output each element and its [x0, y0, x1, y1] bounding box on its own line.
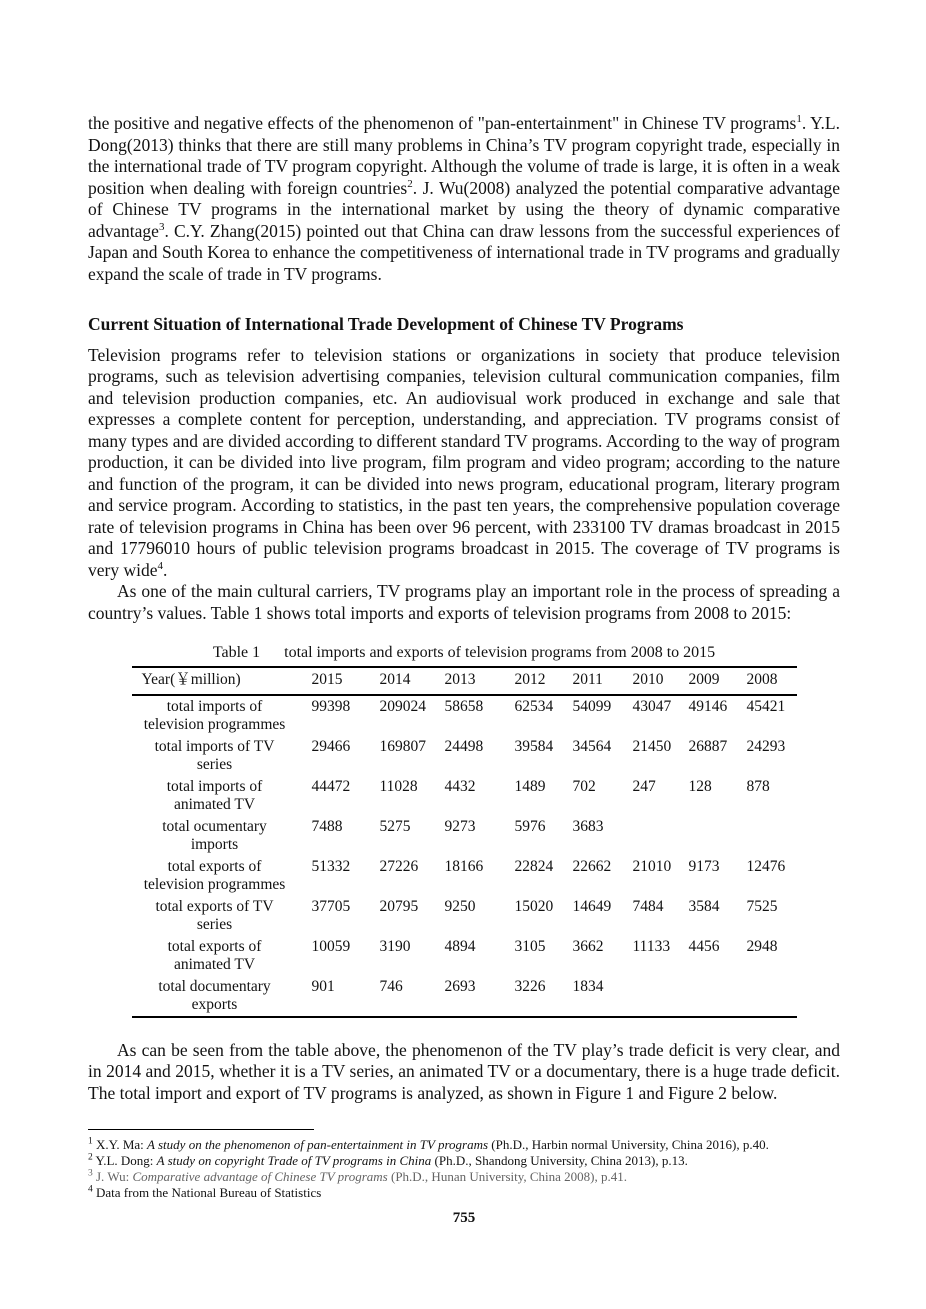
table-cell: 9273 [444, 817, 476, 835]
table-row-label: total imports of animated TV [166, 777, 263, 813]
table-row [132, 816, 797, 856]
table-cell: 1489 [514, 777, 546, 795]
table-cell: 5976 [514, 817, 546, 835]
table-cell: 2693 [444, 977, 476, 995]
table-header-year: 2012 [515, 667, 573, 695]
table-cell: 7525 [746, 897, 778, 915]
table-row-label: total exports of animated TV [167, 937, 262, 973]
footnote-marker: 4 [88, 1184, 93, 1195]
table-cell: 128 [688, 777, 712, 795]
table-cell: 209024 [379, 697, 426, 715]
table-cell: 49146 [688, 697, 728, 715]
italic-text: Comparative advantage of Chinese TV programs [132, 1169, 388, 1184]
table-row-label: total exports of TV series [155, 897, 274, 933]
table-row [132, 776, 797, 816]
table-cell: 12476 [746, 857, 786, 875]
table-cell: 15020 [514, 897, 554, 915]
italic-text: A study on copyright Trade of TV programs in China [156, 1153, 432, 1168]
table-cell: 169807 [379, 737, 426, 755]
footnote-marker: 3 [158, 220, 165, 233]
footnote: $^1$ X.Y. Ma: A study on the phenomenon of pan-entertainment in TV programs (Ph.D., Harbin normal University, China 2016), p.40. [88, 1136, 769, 1152]
table-1-container [132, 642, 797, 1018]
table-cell: 1834 [572, 977, 604, 995]
footnote-separator-rule [88, 1129, 314, 1130]
table-cell: 2948 [746, 937, 778, 955]
footnote-marker: 1 [796, 113, 802, 126]
table-cell [633, 816, 689, 856]
table-cell: 7488 [311, 817, 343, 835]
table-cell: 3226 [514, 977, 546, 995]
table-cell: 58658 [444, 697, 484, 715]
table-cell: 3683 [572, 817, 604, 835]
table-row-label: total ocumentary imports [162, 817, 267, 853]
table-cell: 3190 [379, 937, 411, 955]
table-row [132, 736, 797, 776]
table-header-year: 2014 [380, 667, 445, 695]
table-cell: 45421 [746, 697, 786, 715]
table-cell: 4432 [444, 777, 476, 795]
table-cell: 20795 [379, 897, 419, 915]
table-cell: 22824 [514, 857, 554, 875]
table-cell: 39584 [514, 737, 554, 755]
table-cell: 26887 [688, 737, 728, 755]
body-paragraph-2: Television programs refer to television stations or organizations in society that produce television programs, such as television advertising companies, television cultural communication companies, film and television production companies, etc. An audiovisual work produced in exchange and sale that expresses a complete content for perception, understanding, and appreciation. TV programs consist of many types and are divided according to different standard TV programs. According to the way of program production, it can be divided into live program, film program and video program; according to the nature and function of the program, it can be divided into news program, educational program, literary program and service program. According to statistics, in the past ten years, the comprehensive population coverage rate of television programs in China has been over 96 percent, with 233100 TV dramas broadcast in 2015 and 17796010 hours of public television programs broadcast in 2015. The coverage of TV programs is very wide$^4$. [88, 344, 840, 580]
table-cell: 14649 [572, 897, 612, 915]
table-cell: 27226 [379, 857, 419, 875]
page-number: 755 [452, 1210, 476, 1226]
table-cell: 18166 [444, 857, 484, 875]
table-row-label: total imports of TV series [154, 737, 275, 773]
table-cell: 34564 [572, 737, 612, 755]
footnote: $^3$ J. Wu: Comparative advantage of Chinese TV programs (Ph.D., Hunan University, China 2008), p.41. [88, 1168, 628, 1184]
table-cell: 62534 [514, 697, 554, 715]
table-cell: 4894 [444, 937, 476, 955]
table-row-label: total exports of television programmes [143, 857, 286, 893]
table-cell: 22662 [572, 857, 612, 875]
table-cell: 44472 [311, 777, 351, 795]
table-cell [747, 816, 797, 856]
table-cell [689, 976, 747, 1017]
table-cell [689, 816, 747, 856]
table-cell: 901 [311, 977, 335, 995]
footnote-marker: 1 [88, 1136, 93, 1147]
table-header-row [132, 667, 797, 695]
table-header-year: 2011 [573, 667, 633, 695]
table-cell: 99398 [311, 697, 351, 715]
table-row [132, 976, 797, 1017]
table-row-label: total imports of television programmes [143, 697, 286, 733]
footnote: $^2$ Y.L. Dong: A study on copyright Trade of TV programs in China (Ph.D., Shandong University, China 2013), p.13. [88, 1152, 688, 1168]
section-heading: Current Situation of International Trade Development of Chinese TV Programs [88, 314, 684, 334]
table-title: Table 1 total imports and exports of television programs from 2008 to 2015 [212, 644, 716, 661]
table-cell: 21450 [632, 737, 672, 755]
table-cell: 24498 [444, 737, 484, 755]
body-paragraph-1: the positive and negative effects of the phenomenon of "pan-entertainment" in Chinese TV programs$^1$. Y.L. Dong(2013) thinks that there are still many problems in China’s TV program copyright trade, especially in the international trade of TV program copyright. Although the volume of trade is large, it is often in a weak position when dealing with foreign countries$^2$. J. Wu(2008) analyzed the potential comparative advantage of Chinese TV programs in the international market by using the theory of dynamic comparative advantage$^3$. C.Y. Zhang(2015) pointed out that China can draw lessons from the successful experiences of Japan and South Korea to enhance the competitiveness of international trade in TV programs and gradually expand the scale of trade in TV programs. [88, 113, 840, 284]
table-cell: 247 [632, 777, 656, 795]
table-cell: 21010 [632, 857, 672, 875]
table-cell: 9173 [688, 857, 720, 875]
table-row-label: total documentary exports [158, 977, 271, 1013]
table-row [132, 936, 797, 976]
table-cell: 5275 [379, 817, 411, 835]
footnote-marker: 2 [407, 177, 413, 190]
table-cell: 43047 [632, 697, 672, 715]
table-header-year: 2015 [312, 667, 380, 695]
table-cell: 7484 [632, 897, 664, 915]
table-row [132, 896, 797, 936]
table-cell: 746 [379, 977, 403, 995]
table-row [132, 856, 797, 896]
imports-exports-table [132, 666, 797, 1018]
table-cell: 3584 [688, 897, 720, 915]
footnote-block [88, 1129, 840, 1201]
table-cell: 3662 [572, 937, 604, 955]
table-cell: 9250 [444, 897, 476, 915]
table-header-year-label: Year(￥million) [132, 667, 312, 695]
table-header-year: 2008 [747, 667, 797, 695]
table-header-year: 2009 [689, 667, 747, 695]
table-cell: 702 [572, 777, 596, 795]
table-row [132, 695, 797, 736]
body-paragraph-4: As can be seen from the table above, the phenomenon of the TV play’s trade deficit is very clear, and in 2014 and 2015, whether it is a TV series, an animated TV or a documentary, there is a huge trade deficit. The total import and export of TV programs is analyzed, as shown in Figure 1 and Figure 2 below. [88, 1039, 840, 1103]
table-cell: 29466 [311, 737, 351, 755]
table-cell [747, 976, 797, 1017]
table-cell: 3105 [514, 937, 546, 955]
table-header-year: 2010 [633, 667, 689, 695]
table-cell: 51332 [311, 857, 351, 875]
table-cell: 37705 [311, 897, 351, 915]
footnote: $^4$ Data from the National Bureau of Statistics [88, 1184, 322, 1200]
table-cell: 878 [746, 777, 770, 795]
table-cell: 4456 [688, 937, 720, 955]
footnote-marker: 2 [88, 1152, 93, 1163]
table-header-year: 2013 [445, 667, 515, 695]
footnotes-list [88, 1137, 840, 1201]
table-cell: 10059 [311, 937, 351, 955]
italic-text: A study on the phenomenon of pan-entertainment in TV programs [147, 1137, 489, 1152]
body-paragraph-3: As one of the main cultural carriers, TV programs play an important role in the process of spreading a country’s values. Table 1 shows total imports and exports of television programs from 2008 to 2015: [88, 581, 840, 623]
table-cell [633, 976, 689, 1017]
table-cell: 11133 [632, 937, 671, 955]
table-cell: 24293 [746, 737, 786, 755]
table-cell: 54099 [572, 697, 612, 715]
footnote-marker: 4 [157, 559, 163, 572]
footnote-marker: 3 [88, 1168, 93, 1179]
table-cell: 11028 [379, 777, 418, 795]
